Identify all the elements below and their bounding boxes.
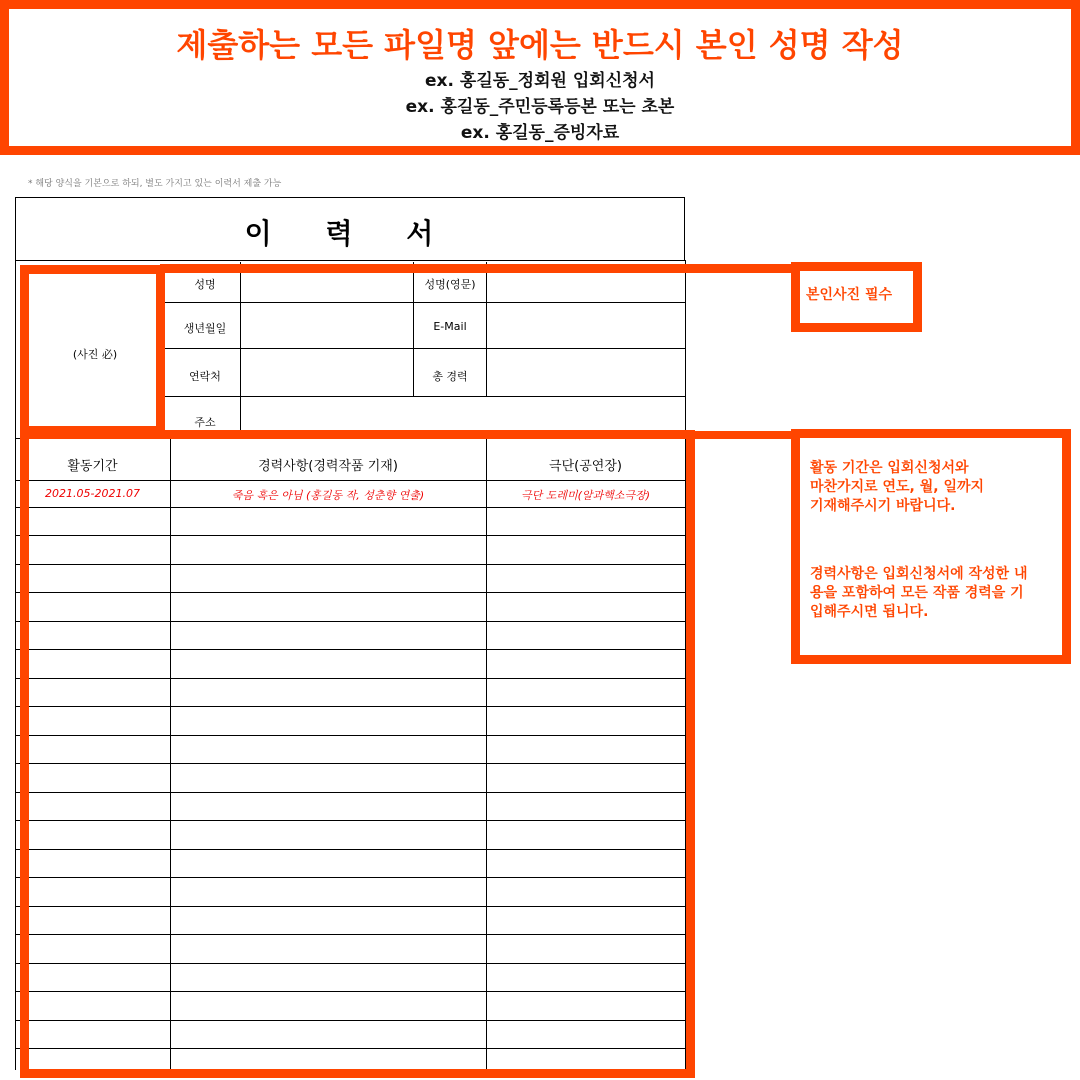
photo-placeholder: (사진 必) <box>72 348 118 361</box>
contact-label: 연락처 <box>189 370 221 383</box>
notice-example-1: ex. 홍길동_정회원 입회신청서 <box>425 71 655 91</box>
period-note-line: 기재해주시기 바랍니다. <box>810 498 956 514</box>
photo-connector-line <box>160 264 796 273</box>
address-label: 주소 <box>194 416 216 429</box>
career-note-line: 입해주시면 됩니다. <box>810 604 929 620</box>
resume-title: 이 력 서 <box>244 217 456 250</box>
example-period: 2021.05-2021.07 <box>45 487 140 500</box>
photo-highlight-box <box>20 265 165 435</box>
column-header-period: 활동기간 <box>67 459 118 474</box>
email-label: E-Mail <box>433 320 467 333</box>
career-note <box>810 565 1027 622</box>
notice-example-2: ex. 홍길동_주민등록등본 또는 초본 <box>405 97 675 117</box>
period-note <box>810 459 984 516</box>
name-label: 성명 <box>194 278 216 291</box>
column-header-company: 극단(공연장) <box>549 459 622 474</box>
career-connector-line <box>690 431 796 439</box>
notice-example-3: ex. 홍길동_증빙자료 <box>460 123 620 143</box>
resume-title-box <box>15 197 685 261</box>
column-header-career: 경력사항(경력작품 기재) <box>258 459 398 474</box>
career-note-line: 용을 포함하여 모든 작품 경력을 기 <box>810 585 1024 601</box>
notice-title: 제출하는 모든 파일명 앞에는 반드시 본인 성명 작성 <box>176 26 904 64</box>
example-company: 극단 도레미(알과핵소극장) <box>521 489 650 502</box>
career-highlight-box <box>20 430 695 1078</box>
photo-required-note: 본인사진 필수 <box>806 287 893 303</box>
form-usage-note: * 해당 양식을 기본으로 하되, 별도 가지고 있는 이력서 제출 가능 <box>28 179 282 189</box>
example-career: 죽음 혹은 아님 (홍길동 작, 성춘향 연출) <box>231 489 425 502</box>
career-note-line: 경력사항은 입회신청서에 작성한 내 <box>810 566 1028 582</box>
birth-label: 생년월일 <box>183 322 227 335</box>
total-career-label: 총 경력 <box>432 370 468 383</box>
name-en-label: 성명(영문) <box>424 278 476 291</box>
period-note-line: 마찬가지로 연도, 월, 일까지 <box>810 479 985 495</box>
period-note-line: 활동 기간은 입회신청서와 <box>810 460 969 476</box>
